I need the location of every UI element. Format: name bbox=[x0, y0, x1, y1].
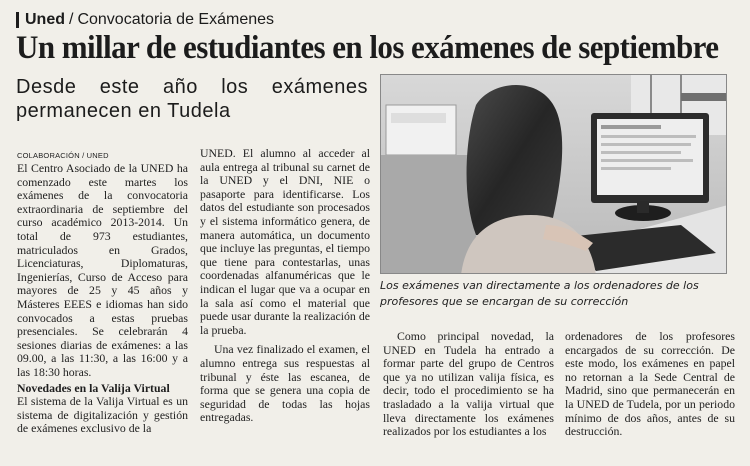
article-column-2 bbox=[200, 147, 370, 425]
headline: Un millar de estudiantes en los exámenes de septiembre bbox=[16, 30, 719, 66]
photo-caption: Los exámenes van directamente a los ordenadores de los profesores que se encargan de su corrección bbox=[380, 279, 699, 308]
paragraph-exam-end: Una vez finalizado el examen, el alumno entrega sus respuestas al tribunal y éste las escanea, de forma que se genera una copia de seguridad de todas las hojas entregadas. bbox=[200, 342, 370, 425]
paragraph-valija-cont: UNED. El alumno al acceder al aula entrega al tribunal su carnet de la UNED y el DNI, NIE o pasaporte para identificarse. Los datos del estudiante son procesados y el sistema informático genera, de manera automática, un documento que incluye las preguntas, el tiempo que tiene para contestarlas, unas coordenadas alfanuméricas que le indican el lugar que va a ocupar en la sala así como el material que puede usar durante la realización de la prueba. bbox=[200, 146, 370, 337]
section-category: Convocatoria de Exámenes bbox=[77, 11, 275, 28]
article-column-3 bbox=[383, 330, 554, 439]
section-label bbox=[16, 10, 274, 30]
paragraph-novedad-cont: ordenadores de los profesores encargados de su corrección. De este modo, los exámenes en papel no retornan a la Sede Central de Madrid, sino que permanecerán en la UNED de Tudela, por un periodo mínimo de dos años, antes de su destrucción. bbox=[565, 329, 735, 439]
paragraph-novedad: Como principal novedad, la UNED en Tudela ha entrado a formar parte del grupo de Centros que ya no utilizan valija física, es decir, todo el procedimiento se ha trasladado a la valija virtual que lleva directamente los exámenes realizados por los estudiantes a los bbox=[383, 329, 554, 439]
section-separator: / bbox=[69, 11, 74, 28]
article-photo bbox=[380, 74, 727, 274]
section-name: Uned bbox=[25, 11, 65, 28]
exam-room-photo-illustration bbox=[381, 75, 727, 274]
section-subtitle: Novedades en la Valija Virtual bbox=[17, 380, 170, 395]
paragraph-intro: El Centro Asociado de la UNED ha comenzado este martes los exámenes de la convocatoria extraordinaria de septiembre del curso académico 2013-2014. Un total de 973 estudiantes, matriculados en Grados, Licenciaturas, Diplomaturas, Ingenierías, Curso de Acceso para mayores de 25 y 45 años y Másteres EEES e idiomas han sido convocados a estas pruebas presenciales. Se celebrarán 4 sesiones diarias de exámenes: a las 09.00, a las 11:30, a las 16:00 y a las 18:30 horas. bbox=[17, 161, 188, 379]
subheadline: Desde este año los exámenes permanecen en Tudela bbox=[16, 76, 368, 122]
article-column-4 bbox=[565, 330, 735, 439]
article-column-1 bbox=[17, 150, 188, 436]
paragraph-valija-start: El sistema de la Valija Virtual es un sistema de digitalización y gestión de exámenes exclusivo de la bbox=[17, 394, 188, 436]
section-bar bbox=[16, 12, 19, 28]
byline: COLABORACIÓN / UNED bbox=[17, 151, 109, 160]
